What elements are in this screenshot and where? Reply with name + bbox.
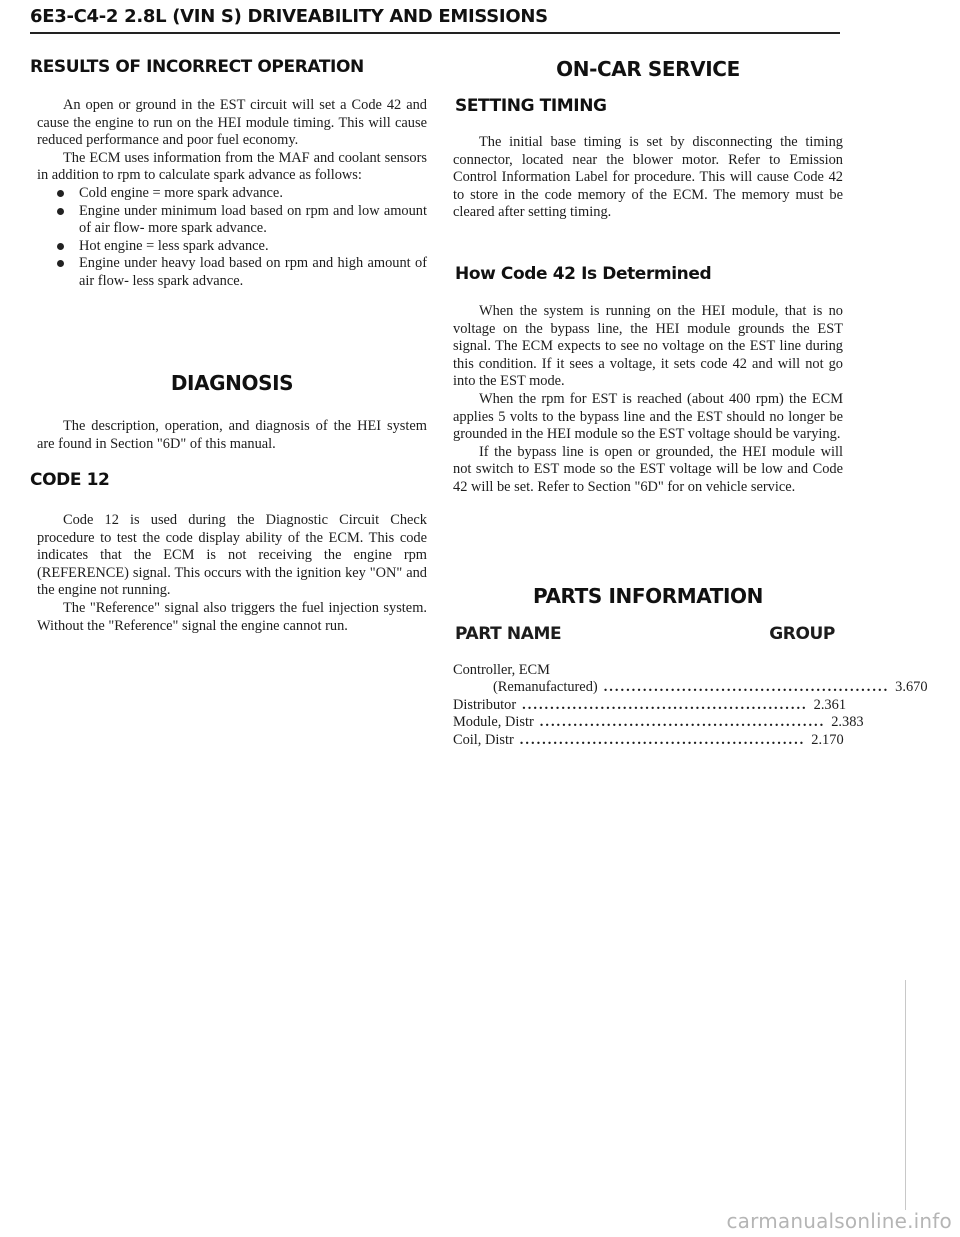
diagnosis-section: [37, 418, 427, 453]
watermark: carmanualsonline.info: [726, 1209, 952, 1233]
part-group: 3.670: [895, 679, 928, 696]
table-row: [453, 696, 847, 714]
results-heading: RESULTS OF INCORRECT OPERATION: [30, 57, 364, 77]
list-item: Engine under heavy load based on rpm and high amount of air flow- less spark advance.: [37, 255, 427, 290]
list-item: Engine under minimum load based on rpm and low amount of air flow- more spark advance.: [37, 203, 427, 238]
dot-leader: ...................................................: [519, 731, 806, 748]
spark-advance-list: [37, 185, 427, 291]
part-group: 2.170: [811, 731, 844, 748]
scan-margin-line: [905, 980, 906, 1210]
bullet-icon: [57, 243, 64, 250]
table-row: [453, 731, 844, 749]
bullet-icon: [57, 208, 64, 215]
part-name: Module, Distr: [453, 714, 534, 731]
code12-heading: CODE 12: [30, 470, 110, 490]
part-group: 2.361: [813, 696, 847, 713]
diagnosis-heading: DIAGNOSIS: [170, 371, 294, 395]
list-item: Hot engine = less spark advance.: [37, 238, 427, 256]
parts-table: [453, 662, 928, 749]
parts-information-heading: PARTS INFORMATION: [533, 584, 763, 608]
part-name: Coil, Distr: [453, 731, 514, 748]
part-name-column-header: PART NAME: [455, 624, 562, 644]
dot-leader: ...................................................: [539, 714, 826, 731]
header-rule: [30, 32, 840, 34]
bullet-icon: [57, 260, 64, 267]
part-name: (Remanufactured): [493, 679, 598, 696]
code12-paragraph-2: The "Reference" signal also triggers the fuel injection system. Without the "Reference" signal the engine cannot run.: [37, 599, 427, 634]
code12-section: [37, 512, 427, 635]
group-column-header: GROUP: [769, 624, 835, 644]
setting-timing-heading: SETTING TIMING: [455, 96, 607, 116]
table-row: [453, 662, 837, 679]
code12-paragraph-1: Code 12 is used during the Diagnostic Circuit Check procedure to test the code display ability of the ECM. This code indicates that the ECM is not receiving the engine rpm (REFERENCE) signal. This occurs with the ignition key "ON" and the engine not running.: [37, 512, 427, 599]
code42-paragraph-3: If the bypass line is open or grounded, the HEI module will not switch to EST mode so the EST voltage will be low and Code 42 will be set. Refer to Section "6D" for on vehicle service.: [453, 443, 843, 495]
table-row: [453, 714, 864, 731]
part-name: Distributor: [453, 696, 517, 713]
table-row: [453, 679, 928, 696]
code42-paragraph-1: When the system is running on the HEI module, that is no voltage on the bypass line, the HEI module grounds the EST signal. The ECM expects to see no voltage on the EST line during this condition. If it sees a voltage, it sets code 42 and will not go into the EST mode.: [453, 303, 843, 390]
dot-leader: ...................................................: [522, 696, 808, 713]
results-section: [37, 97, 427, 291]
results-paragraph-1: An open or ground in the EST circuit will set a Code 42 and cause the engine to run on the HEI module timing. This will cause reduced performance and poor fuel economy.: [37, 97, 427, 149]
setting-timing-section: [453, 134, 843, 222]
page-header-title: 6E3-C4-2 2.8L (VIN S) DRIVEABILITY AND EMISSIONS: [30, 6, 548, 27]
code42-paragraph-2: When the rpm for EST is reached (about 400 rpm) the ECM applies 5 volts to the bypass line and the EST should no longer be grounded in the HEI module so the EST voltage should be varying.: [453, 390, 843, 443]
part-group: 2.383: [831, 714, 864, 731]
results-paragraph-2: The ECM uses information from the MAF and coolant sensors in addition to rpm to calculate spark advance as follows:: [37, 149, 427, 184]
bullet-icon: [57, 190, 64, 197]
list-item: Cold engine = more spark advance.: [37, 185, 427, 203]
diagnosis-paragraph: The description, operation, and diagnosis of the HEI system are found in Section "6D" of this manual.: [37, 418, 427, 452]
on-car-service-heading: ON-CAR SERVICE: [556, 57, 740, 81]
part-name: Controller, ECM: [453, 662, 550, 678]
parts-table-header: [455, 624, 835, 644]
setting-timing-paragraph: The initial base timing is set by disconnecting the timing connector, located near the blower motor. Refer to Emission Control Information Label for procedure. This will cause Code 42 to store in the code memory of the ECM. The memory must be cleared after setting timing.: [453, 134, 843, 221]
dot-leader: ...................................................: [603, 679, 890, 696]
code42-section: [453, 303, 843, 497]
code42-heading: How Code 42 Is Determined: [455, 264, 712, 284]
